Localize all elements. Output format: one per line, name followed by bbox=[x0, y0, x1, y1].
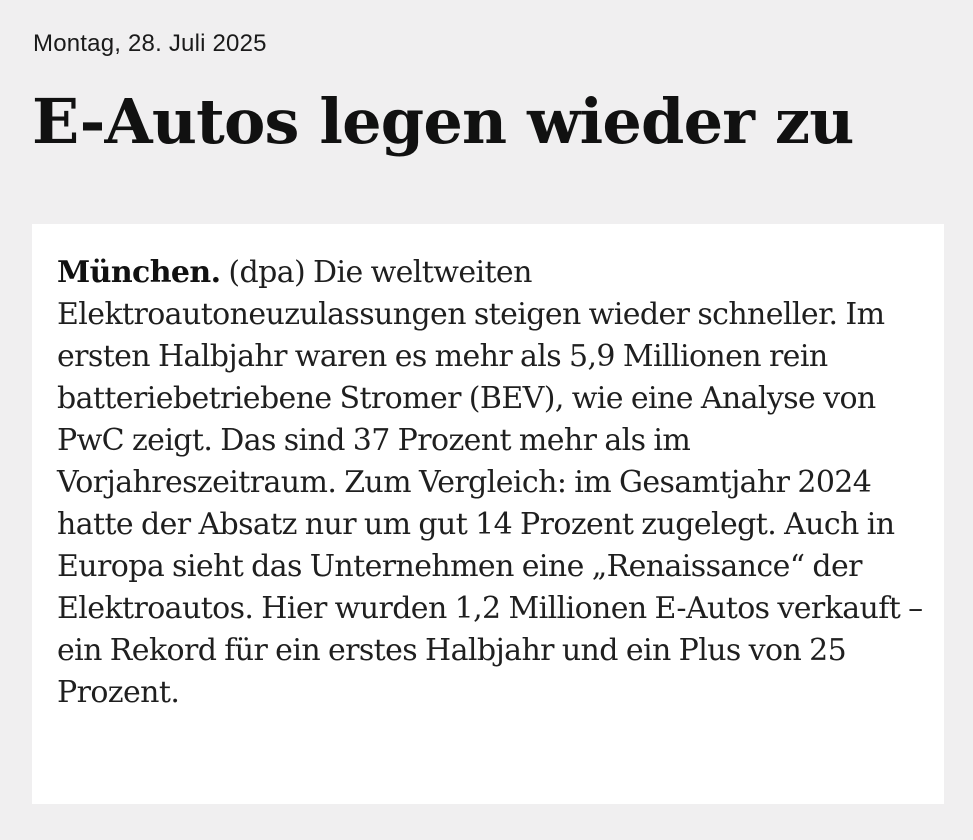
article-body-paragraph bbox=[57, 252, 926, 714]
article-card bbox=[32, 224, 944, 804]
article-headline: E-Autos legen wieder zu bbox=[32, 85, 854, 158]
article-dateline: München. bbox=[57, 255, 221, 290]
article-body-text: (dpa) Die weltweiten Elektroautoneuzulassungen steigen wieder schneller. Im ersten Halbjahr waren es mehr als 5,9 Millionen rein batteriebetriebene Stromer (BEV), wie eine Analyse von PwC zeigt. Das sind 37 Prozent mehr als im Vorjahreszeitraum. Zum Vergleich: im Gesamtjahr 2024 hatte der Absatz nur um gut 14 Prozent zugelegt. Auch in Europa sieht das Unternehmen eine „Renaissance“ der Elektroautos. Hier wurden 1,2 Millionen E-Autos verkauft – ein Rekord für ein erstes Halbjahr und ein Plus von 25 Prozent. bbox=[57, 255, 923, 710]
article-date: Montag, 28. Juli 2025 bbox=[33, 30, 267, 57]
